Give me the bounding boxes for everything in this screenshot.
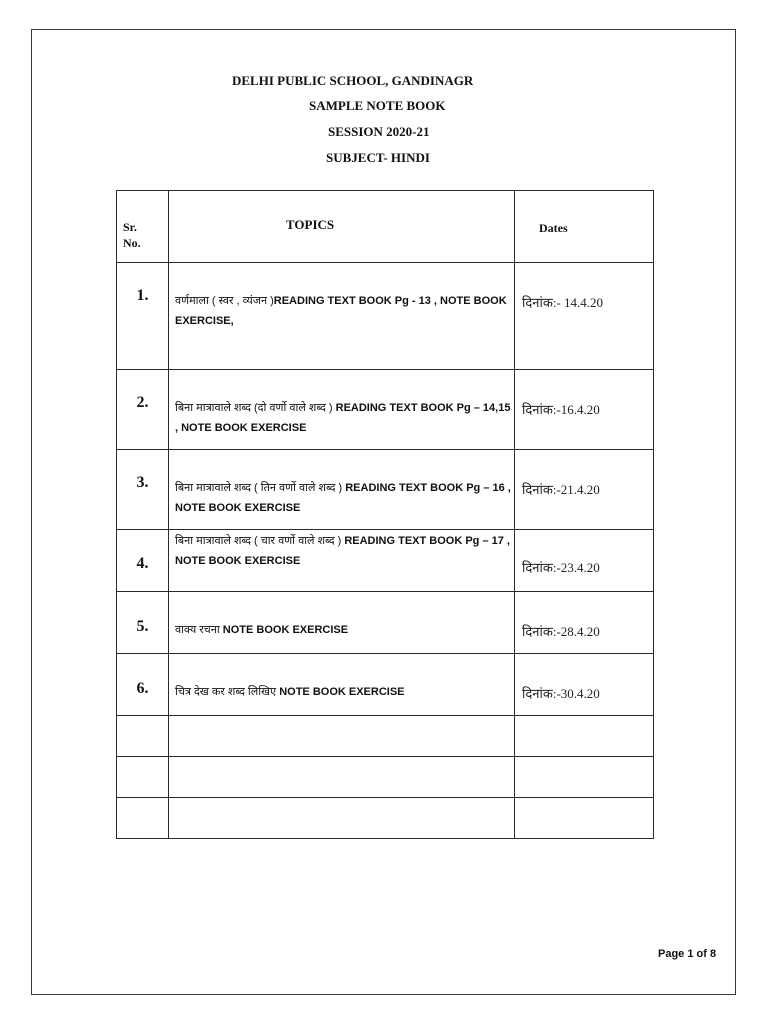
page-number: Page 1 of 8 xyxy=(658,948,717,960)
topic-hindi: वाक्य रचना xyxy=(175,624,223,636)
row-topic xyxy=(169,530,515,592)
row-sr: 5. xyxy=(117,592,169,654)
row-topic xyxy=(169,450,515,530)
row-date xyxy=(515,757,654,798)
table-row xyxy=(117,530,654,592)
row-sr xyxy=(117,716,169,757)
topic-english: NOTE BOOK EXERCISE xyxy=(279,686,405,698)
row-date: दिनांक:-23.4.20 xyxy=(515,530,654,592)
row-date xyxy=(515,798,654,839)
table-row xyxy=(117,654,654,716)
topic-english: READING TEXT BOOK Pg – 17 , NOTE BOOK EXERCISE xyxy=(175,535,510,567)
row-topic xyxy=(169,592,515,654)
row-sr xyxy=(117,757,169,798)
row-topic xyxy=(169,263,515,370)
table-row-empty xyxy=(117,716,654,757)
row-topic xyxy=(169,716,515,757)
table-row xyxy=(117,263,654,370)
topic-english: READING TEXT BOOK Pg – 16 , NOTE BOOK EXERCISE xyxy=(175,482,511,514)
row-sr: 1. xyxy=(117,263,169,370)
column-header-topics: TOPICS xyxy=(169,191,515,263)
table-row-empty xyxy=(117,798,654,839)
row-sr: 2. xyxy=(117,370,169,450)
column-header-sr-no xyxy=(117,191,169,263)
row-date: दिनांक:- 14.4.20 xyxy=(515,263,654,370)
row-date: दिनांक:-30.4.20 xyxy=(515,654,654,716)
sr-line-1: Sr. xyxy=(123,220,137,234)
school-name: DELHI PUBLIC SCHOOL, GANDINAGR xyxy=(232,73,474,88)
row-topic xyxy=(169,757,515,798)
topic-english: NOTE BOOK EXERCISE xyxy=(222,624,349,636)
row-date xyxy=(515,716,654,757)
row-sr: 6. xyxy=(117,654,169,716)
topic-english: READING TEXT BOOK Pg – 14,15 , NOTE BOOK EXERCISE xyxy=(175,402,511,434)
row-date: दिनांक:-21.4.20 xyxy=(515,450,654,530)
row-topic xyxy=(169,370,515,450)
topic-hindi: बिना मात्रावाले शब्द ( तिन वर्णो वाले शब्द ) xyxy=(175,482,346,494)
table-row-empty xyxy=(117,757,654,798)
row-date: दिनांक:-28.4.20 xyxy=(515,592,654,654)
topic-hindi: चित्र देख कर शब्द लिखिए xyxy=(175,686,280,698)
table-row xyxy=(117,592,654,654)
topic-hindi: वर्णमाला ( स्वर , व्यंजन ) xyxy=(175,295,274,307)
session-label: SESSION 2020-21 xyxy=(328,124,430,139)
topics-table xyxy=(116,190,654,839)
topic-english: READING TEXT BOOK Pg - 13 , NOTE BOOK EXERCISE, xyxy=(175,295,507,327)
column-header-dates: Dates xyxy=(515,191,654,263)
topic-hindi: बिना मात्रावाले शब्द (दो वर्णो वाले शब्द ) xyxy=(175,402,336,414)
table-row xyxy=(117,370,654,450)
topic-hindi: बिना मात्रावाले शब्द ( चार वर्णो वाले शब्द ) xyxy=(175,535,345,547)
document-title: SAMPLE NOTE BOOK xyxy=(309,98,446,113)
row-sr xyxy=(117,798,169,839)
row-sr: 3. xyxy=(117,450,169,530)
subject-label: SUBJECT- HINDI xyxy=(326,150,430,165)
sr-line-2: No. xyxy=(123,236,141,250)
row-sr: 4. xyxy=(117,530,169,592)
table-header-row xyxy=(117,191,654,263)
row-topic xyxy=(169,654,515,716)
row-topic xyxy=(169,798,515,839)
row-date: दिनांक:-16.4.20 xyxy=(515,370,654,450)
table-row xyxy=(117,450,654,530)
